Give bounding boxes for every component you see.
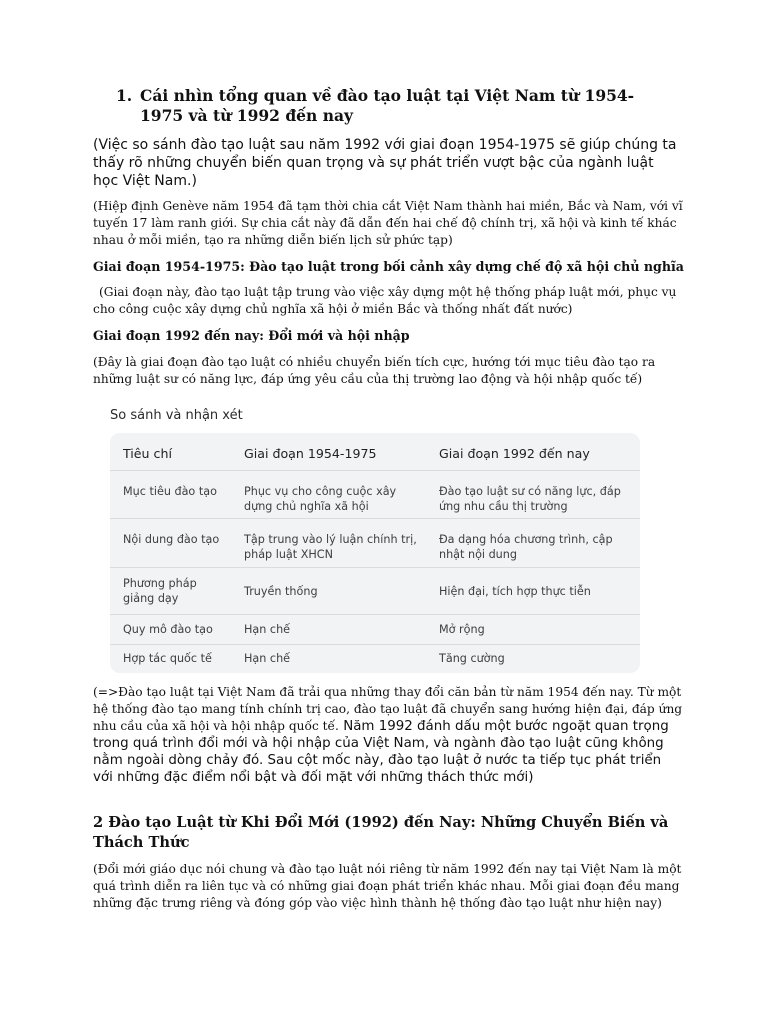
table-cell: Nội dung đào tạo — [123, 533, 220, 546]
section-heading-1 — [116, 86, 676, 126]
period2-paragraph: (Đây là giai đoạn đào tạo luật có nhiều chuyển biến tích cực, hướng tới mục tiêu đào tạo ra những luật sư có năng lực, đáp ứng yêu cầu của thị trường lao động và hội nhập quốc tế) — [93, 355, 656, 386]
table-row — [110, 615, 640, 645]
comparison-title: So sánh và nhận xét — [110, 408, 243, 423]
table-cell: Tập trung vào lý luận chính trị, pháp luật XHCN — [244, 533, 417, 561]
period1-paragraph: (Giai đoạn này, đào tạo luật tập trung vào việc xây dựng một hệ thống pháp luật mới, phục vụ cho công cuộc xây dựng chủ nghĩa xã hội ở miền Bắc và thống nhất đất nước) — [93, 285, 677, 316]
period1-heading: Giai đoạn 1954-1975: Đào tạo luật trong bối cảnh xây dựng chế độ xã hội chủ nghĩa — [93, 259, 684, 274]
table-row — [110, 471, 640, 519]
final-paragraph: (Đổi mới giáo dục nói chung và đào tạo luật nói riêng từ năm 1992 đến nay tại Việt Nam là một quá trình diễn ra liên tục và có những giai đoạn phát triển khác nhau. Mỗi giai đoạn đều mang những đặc trưng riêng và đóng góp vào việc hình thành hệ thống đào tạo luật như hiện nay) — [93, 862, 682, 910]
table-row — [110, 519, 640, 568]
geneva-paragraph: (Hiệp định Genève năm 1954 đã tạm thời chia cắt Việt Nam thành hai miền, Bắc và Nam, với vĩ tuyến 17 làm ranh giới. Sự chia cắt này đã dẫn đến hai chế độ chính trị, xã hội và kinh tế khác nhau ở mỗi miền, tạo ra những diễn biến lịch sử phức tạp) — [93, 199, 683, 247]
table-cell: Phục vụ cho công cuộc xây dựng chủ nghĩa xã hội — [244, 485, 397, 513]
conclusion-paragraph — [93, 684, 683, 786]
table-cell: Mở rộng — [439, 623, 485, 636]
table-cell: Đa dạng hóa chương trình, cập nhật nội dung — [439, 533, 613, 561]
table-cell: Quy mô đào tạo — [123, 623, 213, 636]
table-header-row — [110, 433, 640, 471]
heading-number: 1. — [116, 86, 133, 105]
comparison-table — [110, 433, 640, 673]
table-cell: Tăng cường — [439, 652, 505, 665]
conclusion-sans-text: Năm 1992 đánh dấu một bước ngoặt quan trọng trong quá trình đổi mới và hội nhập của Việt Nam, và ngành đào tạo luật cũng không nằm ngoài dòng chảy đó. Sau cột mốc này, đào tạo luật ở nước ta tiếp tục phát triển với những đặc điểm nổi bật và đối mặt với những thách thức mới) — [93, 719, 669, 785]
table-row — [110, 645, 640, 673]
section-heading-2: 2 Đào tạo Luật từ Khi Đổi Mới (1992) đến Nay: Những Chuyển Biến và Thách Thức — [93, 814, 669, 851]
table-cell: Mục tiêu đào tạo — [123, 485, 217, 498]
table-cell: Phương pháp giảng dạy — [123, 577, 197, 605]
period2-heading: Giai đoạn 1992 đến nay: Đổi mới và hội nhập — [93, 328, 410, 343]
table-cell: Hạn chế — [244, 623, 291, 636]
table-cell: Hợp tác quốc tế — [123, 652, 212, 665]
header-cell: Giai đoạn 1954-1975 — [244, 446, 377, 461]
header-cell: Giai đoạn 1992 đến nay — [439, 446, 590, 461]
table-cell: Hạn chế — [244, 652, 291, 665]
table-cell: Truyền thống — [244, 585, 318, 598]
conclusion-serif-text: (=>Đào tạo luật tại Việt Nam đã trải qua những thay đổi căn bản từ năm 1954 đến nay. Từ một hệ thống đào tạo mang tính chính trị cao, đào tạo luật đã chuyển sang hướng hiện đại, đáp ứng nhu cầu của xã hội và hội nhập quốc tế. — [93, 685, 683, 733]
table-row — [110, 568, 640, 615]
header-cell: Tiêu chí — [123, 446, 172, 461]
table-cell: Hiện đại, tích hợp thực tiễn — [439, 585, 591, 598]
intro-paragraph: (Việc so sánh đào tạo luật sau năm 1992 với giai đoạn 1954-1975 sẽ giúp chúng ta thấy rõ những chuyển biến quan trọng và sự phát triển vượt bậc của ngành luật học Việt Nam.) — [93, 137, 677, 189]
table-cell: Đào tạo luật sư có năng lực, đáp ứng nhu cầu thị trường — [439, 485, 621, 513]
heading-text: Cái nhìn tổng quan về đào tạo luật tại Việt Nam từ 1954-1975 và từ 1992 đến nay — [140, 86, 635, 125]
comparison-table-image — [95, 400, 643, 675]
